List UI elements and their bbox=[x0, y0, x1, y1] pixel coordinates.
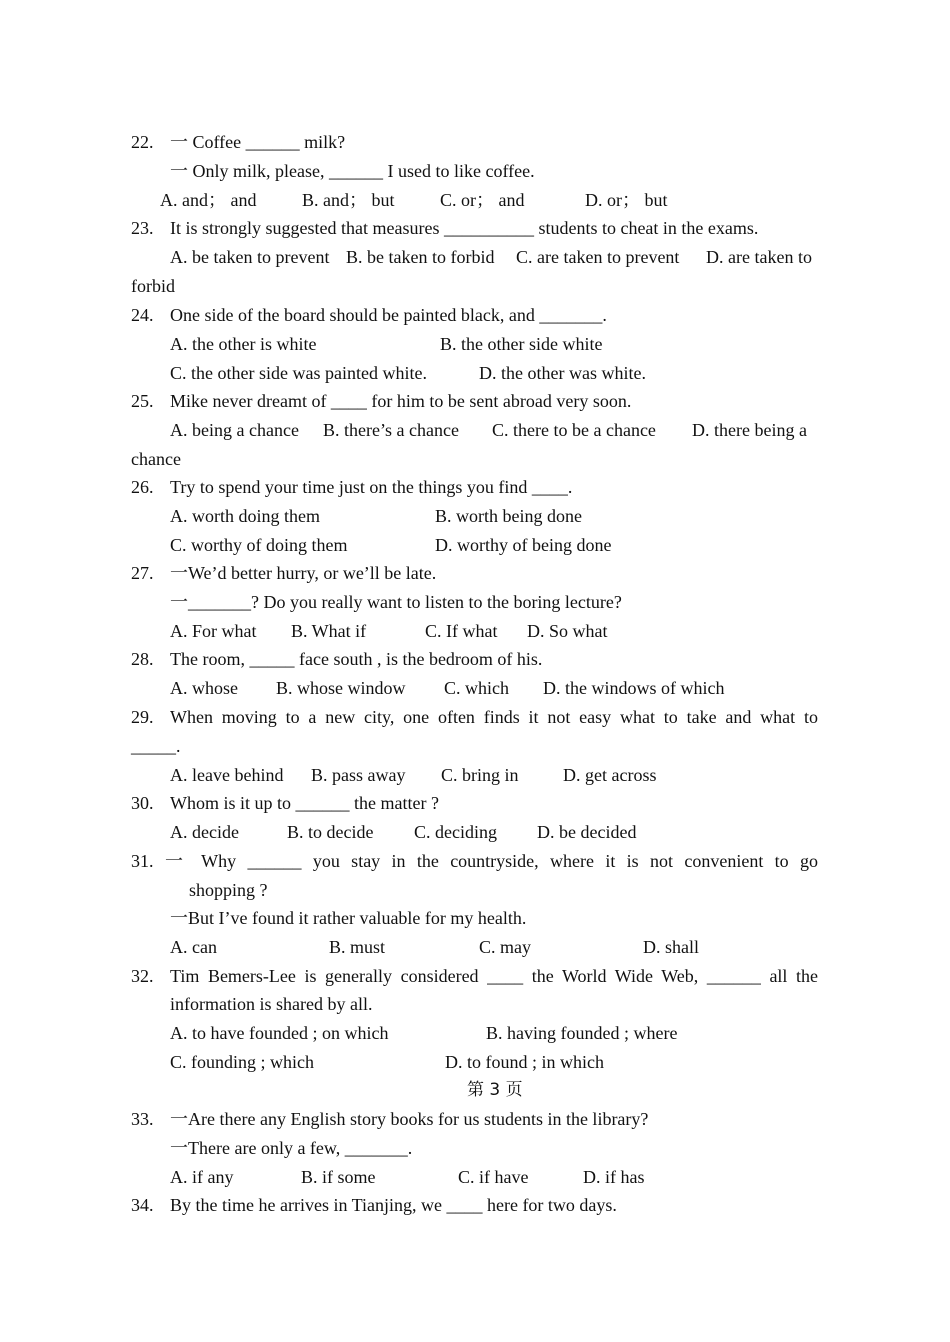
option-b: B. the other side white bbox=[440, 334, 603, 354]
option-b: B. pass away bbox=[311, 765, 406, 785]
question-text: 一There are only a few, _______. bbox=[170, 1138, 413, 1158]
question-text: 一_______? Do you really want to listen to the boring lecture? bbox=[170, 592, 622, 612]
option-c: C. or； and bbox=[440, 190, 525, 210]
question-text: Try to spend your time just on the things you find ____. bbox=[170, 477, 573, 497]
question-text: It is strongly suggested that measures __________ students to cheat in the exams. bbox=[170, 218, 759, 238]
question-number: 30. bbox=[131, 793, 154, 813]
option-b: B. whose window bbox=[276, 678, 406, 698]
option-b: B. must bbox=[329, 937, 386, 957]
option-c: C. the other side was painted white. bbox=[170, 363, 427, 383]
question-number: 26. bbox=[131, 477, 154, 497]
question-number: 29. bbox=[131, 707, 154, 727]
option-a: A. being a chance bbox=[170, 420, 299, 440]
option-a: A. whose bbox=[170, 678, 238, 698]
question-text: Tim Bemers-Lee is generally considered ____ the World Wide Web, ______ all the bbox=[170, 966, 818, 986]
question-text: One side of the board should be painted black, and _______. bbox=[170, 305, 607, 325]
option-c: C. If what bbox=[425, 621, 498, 641]
question-number: 28. bbox=[131, 649, 154, 669]
option-c: C. if have bbox=[458, 1167, 529, 1187]
option-d: D. there being a bbox=[692, 420, 807, 440]
option-c: C. bring in bbox=[441, 765, 519, 785]
question-text: 一But I’ve found it rather valuable for my health. bbox=[170, 908, 527, 928]
option-d: D. be decided bbox=[537, 822, 637, 842]
question-number: 23. bbox=[131, 218, 154, 238]
question-text: 一 Why ______ you stay in the countryside, where it is not convenient to go bbox=[165, 851, 818, 871]
question-number: 22. bbox=[131, 132, 154, 152]
option-a: A. worth doing them bbox=[170, 506, 320, 526]
option-d: D. shall bbox=[643, 937, 699, 957]
option-a: A. if any bbox=[170, 1167, 234, 1187]
question-text: _____. bbox=[131, 736, 181, 756]
question-number: 27. bbox=[131, 563, 154, 583]
option-a: A. the other is white bbox=[170, 334, 317, 354]
question-number: 34. bbox=[131, 1195, 154, 1215]
option-d: D. to found ; in which bbox=[445, 1052, 604, 1072]
option-wrap: chance bbox=[131, 449, 181, 469]
option-b: B. and； but bbox=[302, 190, 395, 210]
question-number: 33. bbox=[131, 1109, 154, 1129]
question-number: 24. bbox=[131, 305, 154, 325]
option-a: A. leave behind bbox=[170, 765, 284, 785]
question-text: When moving to a new city, one often finds it not easy what to take and what to bbox=[170, 707, 818, 727]
option-c: C. founding ; which bbox=[170, 1052, 314, 1072]
option-wrap: forbid bbox=[131, 276, 175, 296]
option-d: D. the other was white. bbox=[479, 363, 646, 383]
option-d: D. get across bbox=[563, 765, 657, 785]
question-text: 一We’d better hurry, or we’ll be late. bbox=[170, 563, 437, 583]
question-text: information is shared by all. bbox=[170, 994, 373, 1014]
option-c: C. are taken to prevent bbox=[516, 247, 680, 267]
option-c: C. there to be a chance bbox=[492, 420, 656, 440]
question-text: The room, _____ face south , is the bedroom of his. bbox=[170, 649, 543, 669]
page-number: 第 3 页 bbox=[467, 1080, 523, 1100]
question-text: 一 Coffee ______ milk? bbox=[170, 132, 346, 152]
option-d: D. or； but bbox=[585, 190, 668, 210]
option-b: B. be taken to forbid bbox=[346, 247, 495, 267]
question-number: 31. bbox=[131, 851, 154, 871]
option-b: B. What if bbox=[291, 621, 367, 641]
option-a: A. be taken to prevent bbox=[170, 247, 330, 267]
option-d: D. the windows of which bbox=[543, 678, 725, 698]
option-d: D. So what bbox=[527, 621, 608, 641]
option-b: B. there’s a chance bbox=[323, 420, 459, 440]
option-a: A. and； and bbox=[160, 190, 257, 210]
question-text: Whom is it up to ______ the matter ? bbox=[170, 793, 439, 813]
option-c: C. worthy of doing them bbox=[170, 535, 348, 555]
option-c: C. may bbox=[479, 937, 531, 957]
option-b: B. to decide bbox=[287, 822, 374, 842]
question-text: Mike never dreamt of ____ for him to be sent abroad very soon. bbox=[170, 391, 632, 411]
option-d: D. if has bbox=[583, 1167, 645, 1187]
question-text: shopping ? bbox=[189, 880, 268, 900]
question-text: 一Are there any English story books for us students in the library? bbox=[170, 1109, 649, 1129]
option-a: A. decide bbox=[170, 822, 239, 842]
option-c: C. deciding bbox=[414, 822, 497, 842]
question-number: 25. bbox=[131, 391, 154, 411]
option-b: B. worth being done bbox=[435, 506, 582, 526]
question-number: 32. bbox=[131, 966, 154, 986]
option-d: D. are taken to bbox=[706, 247, 812, 267]
option-a: A. can bbox=[170, 937, 217, 957]
option-b: B. having founded ; where bbox=[486, 1023, 678, 1043]
option-c: C. which bbox=[444, 678, 509, 698]
option-d: D. worthy of being done bbox=[435, 535, 612, 555]
question-text: 一 Only milk, please, ______ I used to like coffee. bbox=[170, 161, 535, 181]
option-a: A. to have founded ; on which bbox=[170, 1023, 389, 1043]
question-text: By the time he arrives in Tianjing, we ____ here for two days. bbox=[170, 1195, 617, 1215]
option-b: B. if some bbox=[301, 1167, 376, 1187]
option-a: A. For what bbox=[170, 621, 257, 641]
